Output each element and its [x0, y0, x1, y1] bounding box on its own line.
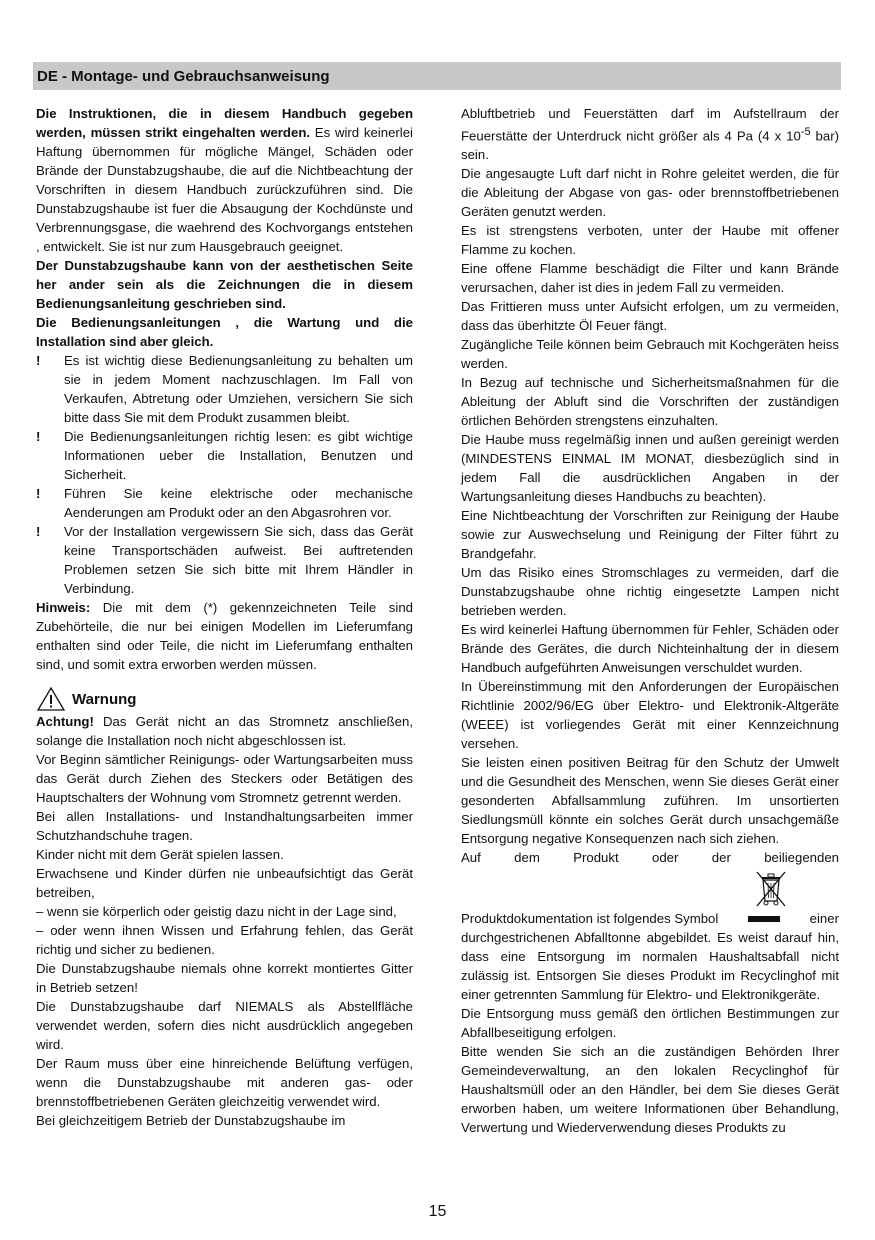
section-title: DE - Montage- und Gebrauchsanweisung	[37, 68, 330, 85]
section-header	[33, 62, 841, 90]
paragraph: Eine Nichtbeachtung der Vorschriften zur Reinigung der Haube sowie zur Auswechselung und Reinigung der Filter führt zu Brandgefahr.	[461, 508, 839, 562]
exclamation-marker-icon: !	[36, 353, 41, 368]
page-number: 15	[428, 1203, 447, 1220]
paragraph: Die Dunstabzugshaube darf NIEMALS als Abstellfläche verwendet werden, sofern dies nicht ausdrücklich angegeben wird.	[36, 999, 413, 1052]
paragraph: Vor Beginn sämtlicher Reinigungs- oder Wartungsarbeiten muss das Gerät durch Ziehen des Steckers oder Betätigen des Hauptschalters der Wohnung vom Stromnetz getrennt werden.	[36, 752, 413, 805]
crossed-bin-icon	[753, 869, 789, 909]
paragraph: Es wird keinerlei Haftung übernommen für Fehler, Schäden oder Brände des Gerätes, die durch Nichteinhaltung der in diesem Handbuch aufgeführten Anweisungen verschuldet wurden.	[461, 622, 839, 676]
warning-heading	[36, 686, 413, 712]
paragraph: Die Haube muss regelmäßig innen und außen gereinigt werden (MINDESTENS EINMAL IM MONAT, diesbezüglich sind in jedem Fall die ausdrücklichen Angaben in der Wartungsanleitung dieses Handbuchs zu beachten).	[461, 432, 839, 505]
warning-triangle-icon	[36, 686, 66, 712]
paragraph: – oder wenn ihnen Wissen und Erfahrung fehlen, das Gerät richtig und sicher zu bedienen.	[36, 923, 413, 957]
paragraph: Bei gleichzeitigem Betrieb der Dunstabzugshaube im	[36, 1113, 346, 1128]
intro-paragraph: Die Instruktionen, die in diesem Handbuch gegeben werden, müssen strikt eingehalten werden. Es wird keinerlei Haftung übernommen für mögliche Mängel, Schäden oder Brände der Dunstabzugshaube, die auf die Nichtbeachtung der Vorschriften in diesem Handbuch zurückzuführen sind. Die Dunstabzugshaube ist fuer die Absaugung der Kochdünste und Verbrennungsgase, die waehrend des Kochvorgangs entstehen , entwickelt. Sie ist nur zum Hausgebrauch geeignet.	[36, 106, 413, 254]
exclamation-marker-icon: !	[36, 429, 41, 444]
paragraph: Erwachsene und Kinder dürfen nie unbeaufsichtigt das Gerät betreiben,	[36, 866, 413, 900]
paragraph: Die angesaugte Luft darf nicht in Rohre geleitet werden, die für die Ableitung der Abgase von gas- oder brennstoffbetriebenen Geräten genutzt werden.	[461, 166, 839, 220]
right-column	[461, 104, 839, 1137]
paragraph: Bitte wenden Sie sich an die zuständigen Behörden Ihrer Gemeindeverwaltung, an den lokalen Recyclinghof für Haushaltsmüll oder an den Händler, bei dem Sie dieses Gerät erworben haben, um weitere Informationen über Behandlung, Verwertung und Wiederverwendung dieses Produkts zu	[461, 1044, 839, 1136]
paragraph: Abluftbetrieb und Feuerstätten darf im Aufstellraum der Feuerstätte der Unterdruck nicht größer als 4 Pa (4 x $10^{-5}$ bar) sein.	[461, 106, 839, 163]
paragraph: Der Raum muss über eine hinreichende Belüftung verfügen, wenn die Dunstabzugshaube mit anderen gas- oder brennstoffbetriebenen Geräten gleichzeitig verwendet wird.	[36, 1056, 413, 1109]
paragraph: Die Entsorgung muss gemäß den örtlichen Bestimmungen zur Abfallbeseitigung erfolgen.	[461, 1006, 839, 1041]
paragraph: Zugängliche Teile können beim Gebrauch mit Kochgeräten heiss werden.	[461, 337, 839, 372]
bullet-item: ! Es ist wichtig diese Bedienungsanleitung zu behalten um sie in jedem Moment nachzuschlagen. Im Fall von Verkaufen, Abtretung oder Umziehen, versichern Sie sich bitte dass Sie mit dem Produkt zusammen bleibt.	[36, 353, 413, 425]
warning-title: Warnung	[72, 690, 137, 708]
paragraph: Um das Risiko eines Stromschlages zu vermeiden, darf die Dunstabzugshaube ohne richtig eingesetzte Lampen nicht betrieben werden.	[461, 565, 839, 619]
paragraph: Es ist strengstens verboten, unter der Haube mit offener Flamme zu kochen.	[461, 223, 839, 258]
symbol-intro: Auf dem Produkt oder der beiliegenden	[461, 850, 839, 866]
symbol-line: Produktdokumentation ist folgendes Symbol einer	[461, 911, 839, 927]
left-column	[36, 104, 413, 1130]
paragraph: Die Dunstabzugshaube niemals ohne korrekt montiertes Gitter in Betrieb setzen!	[36, 961, 413, 995]
black-bar-icon	[748, 916, 780, 922]
paragraph: – wenn sie körperlich oder geistig dazu nicht in der Lage sind,	[36, 904, 397, 919]
weee-symbol-row	[461, 867, 839, 909]
paragraph: In Übereinstimmung mit den Anforderungen der Europäischen Richtlinie 2002/96/EG über Elektro- und Elektronik-Altgeräte (WEEE) ist vorliegendes Gerät mit einer Kennzeichnung versehen.	[461, 679, 839, 752]
paragraph: Eine offene Flamme beschädigt die Filter und kann Brände verursachen, daher ist dies in jedem Fall zu vermeiden.	[461, 261, 839, 296]
exclamation-marker-icon: !	[36, 486, 41, 501]
paragraph: Kinder nicht mit dem Gerät spielen lassen.	[36, 847, 284, 862]
achtung-paragraph: Achtung! Das Gerät nicht an das Stromnetz anschließen, solange die Installation noch nicht abgeschlossen ist.	[36, 714, 413, 748]
instructions-note: Die Bedienungsanleitungen , die Wartung und die Installation sind aber gleich.	[36, 315, 413, 349]
bullet-item: ! Die Bedienungsanleitungen richtig lesen: es gibt wichtige Informationen ueber die Installation, Benutzen und Sicherheit.	[36, 429, 413, 482]
bullet-item: ! Führen Sie keine elektrische oder mechanische Aenderungen am Produkt oder an den Abgasrohren vor.	[36, 486, 413, 520]
paragraph: Sie leisten einen positiven Beitrag für den Schutz der Umwelt und die Gesundheit des Menschen, wenn Sie dieses Gerät einer gesonderten Abfallsammlung zuführen. Im unsortierten Siedlungsmüll könnte ein solches Gerät durch unsachgemäße Entsorgung negative Konsequenzen nach sich ziehen.	[461, 755, 839, 847]
paragraph: Das Frittieren muss unter Aufsicht erfolgen, um zu vermeiden, dass das überhitzte Öl Feuer fängt.	[461, 299, 839, 334]
bullet-item: ! Vor der Installation vergewissern Sie sich, dass das Gerät keine Transportschäden aufweist. Bei auftretenden Problemen setzen Sie sich bitte mit Ihrem Händler in Verbindung.	[36, 524, 413, 596]
paragraph: durchgestrichenen Abfalltonne abgebildet. Es weist darauf hin, dass eine Entsorgung im normalen Haushaltsabfall nicht zulässig ist. Entsorgen Sie dieses Produkt im Recyclinghof mit einer getrennten Sammlung für Elektro- und Elektronikgeräte.	[461, 930, 839, 1003]
paragraph: In Bezug auf technische und Sicherheitsmaßnahmen für die Ableitung der Abluft sind die Vorschriften der zuständigen örtlichen Behörden strengstens einzuhalten.	[461, 375, 839, 429]
exclamation-marker-icon: !	[36, 524, 41, 539]
paragraph: Bei allen Installations- und Instandhaltungsarbeiten immer Schutzhandschuhe tragen.	[36, 809, 413, 843]
hinweis-paragraph: Hinweis: Die mit dem (*) gekennzeichneten Teile sind Zubehörteile, die nur bei einigen Modellen im Lieferumfang enthalten sind oder Teile, die nicht im Lieferumfang enthalten sind, und somit extra erworben werden müssen.	[36, 600, 413, 672]
aesthetic-note: Der Dunstabzugshaube kann von der aesthetischen Seite her ander sein als die Zeichnungen die in diesem Bedienungsanleitung geschrieben sind.	[36, 258, 413, 311]
